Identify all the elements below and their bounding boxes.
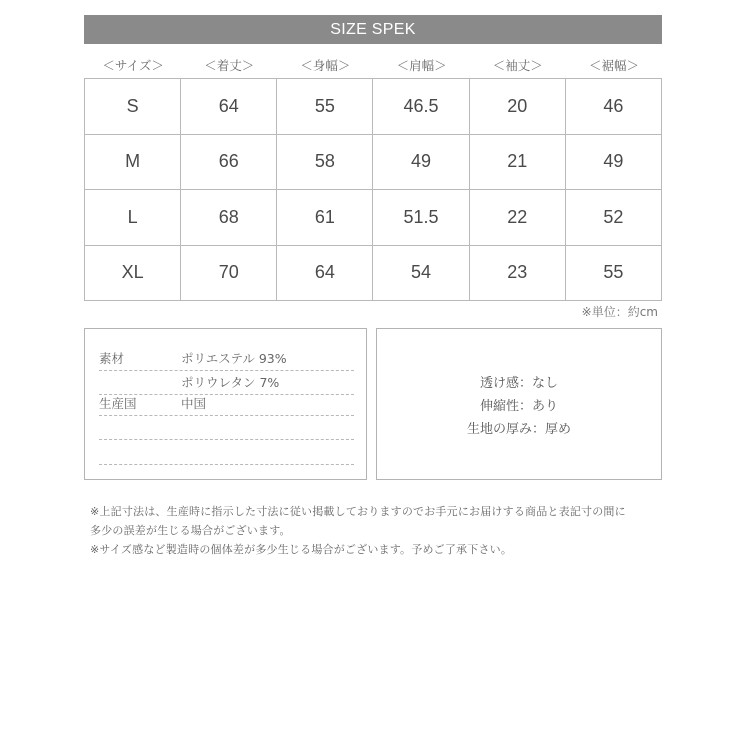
table-cell: 49 [373,134,469,190]
table-cell: 68 [181,190,277,246]
column-header-sleeve-length: ＜袖丈＞ [492,58,543,73]
origin-value: 中国 [181,396,207,411]
table-row [85,190,662,246]
table-row [85,79,662,135]
table-cell: 51.5 [373,190,469,246]
size-spec-title: SIZE SPEK [330,20,416,38]
column-header-shoulder-width: ＜肩幅＞ [396,58,447,73]
size-table [84,78,662,301]
table-cell: 66 [181,134,277,190]
table-cell: 64 [181,79,277,135]
table-cell: 58 [277,134,373,190]
table-row [85,134,662,190]
column-header-body-width: ＜身幅＞ [300,58,351,73]
table-cell: 55 [277,79,373,135]
footnote-measurement-cont: 多少の誤差が生じる場合がございます。 [90,524,291,537]
table-cell: 64 [277,245,373,301]
table-cell: 52 [565,190,661,246]
column-header-hem-width: ＜裾幅＞ [588,58,639,73]
table-cell: XL [85,245,181,301]
material-value: ポリウレタン 7% [181,375,280,390]
table-cell: 70 [181,245,277,301]
footnote-measurement: ※上記寸法は、生産時に指示した寸法に従い掲載しておりますのでお手元にお届けする商品と表記寸の間に [90,505,626,518]
table-cell: 22 [469,190,565,246]
table-cell: 55 [565,245,661,301]
table-cell: S [85,79,181,135]
unit-note: ※単位：約cm [581,305,658,319]
empty-row [99,419,354,440]
material-value: ポリエステル 93% [181,351,287,366]
table-cell: 23 [469,245,565,301]
origin-label: 生産国 [99,396,137,411]
material-row [99,350,354,371]
size-table-header [85,57,662,75]
table-cell: L [85,190,181,246]
table-row [85,245,662,301]
sheerness-property: 透け感：なし [479,376,558,391]
fabric-properties-box [376,328,662,480]
origin-row [99,395,354,416]
table-cell: 21 [469,134,565,190]
empty-row [99,444,354,465]
table-cell: 49 [565,134,661,190]
table-cell: 61 [277,190,373,246]
stretch-property: 伸縮性：あり [479,399,558,414]
table-cell: M [85,134,181,190]
size-spec-banner [84,15,662,44]
thickness-property: 生地の厚み：厚め [466,422,571,437]
table-cell: 46 [565,79,661,135]
column-header-size: ＜サイズ＞ [102,58,164,73]
table-cell: 20 [469,79,565,135]
footnote-individual-difference: ※サイズ感など製造時の個体差が多少生じる場合がございます。予めご了承下さい。 [90,543,513,556]
material-label: 素材 [99,351,125,366]
table-cell: 46.5 [373,79,469,135]
table-cell: 54 [373,245,469,301]
material-box [84,328,367,480]
column-header-length: ＜着丈＞ [204,58,255,73]
material-row [99,374,354,395]
